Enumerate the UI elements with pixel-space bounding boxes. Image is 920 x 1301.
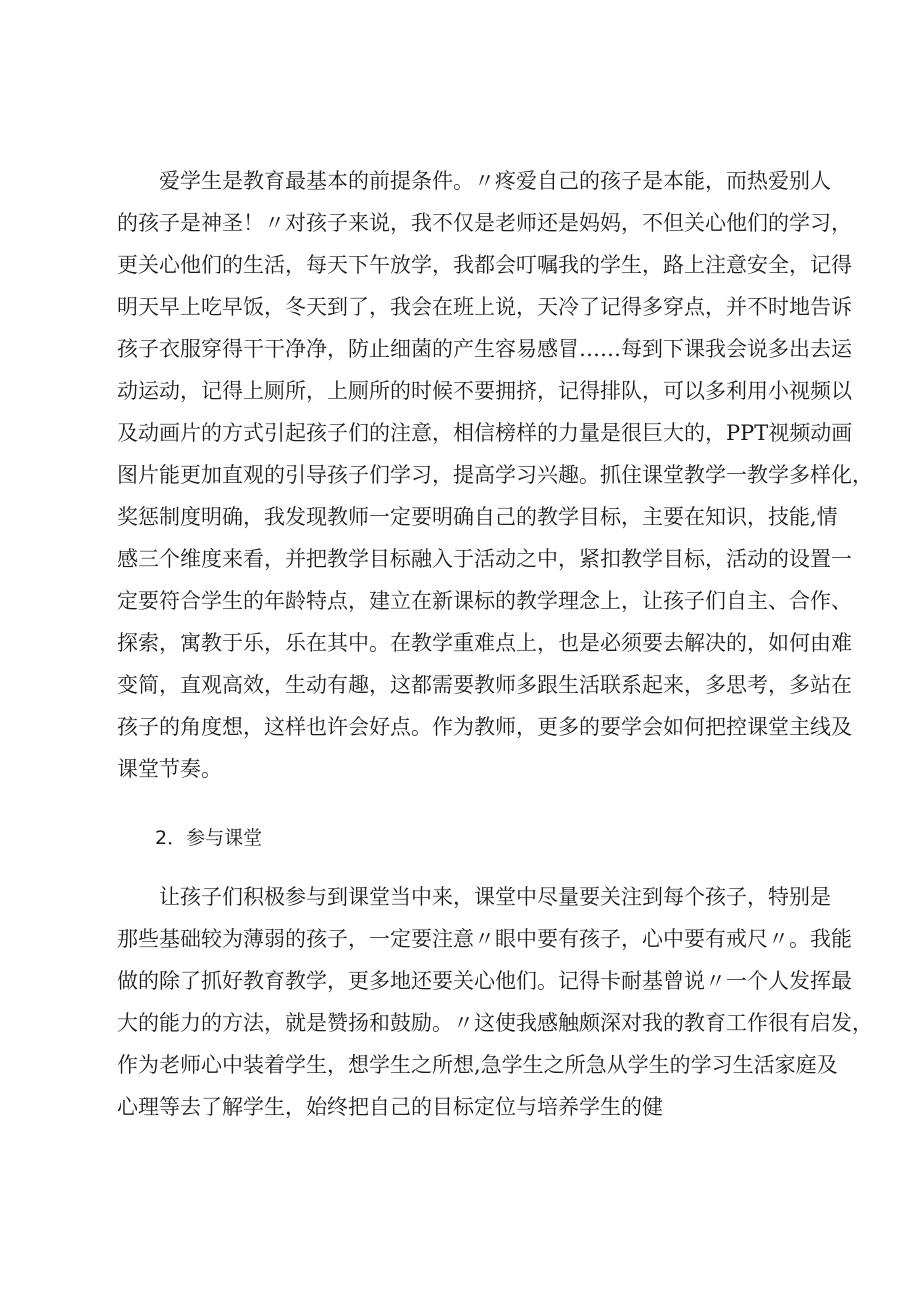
text-line: 那些基础较为薄弱的孩子，一定要注意〃眼中要有孩子，心中要有戒尺〃。我能 (117, 927, 852, 951)
text-line: 孩子的角度想，这样也许会好点。作为教师，更多的要学会如何把控课堂主线及 (117, 715, 852, 739)
paragraph-1 (117, 160, 873, 790)
text-line: 定要符合学生的年龄特点，建立在新课标的教学理念上，让孩子们自主、合作、 (117, 589, 852, 613)
text-line: 爱学生是教育最基本的前提条件。〃疼爱自己的孩子是本能，而热爱别人 (117, 169, 831, 193)
text-line: 课堂节奏。 (117, 757, 222, 781)
text-line: 奖惩制度明确，我发现教师一定要明确自己的教学目标，主要在知识，技能,情 (117, 505, 838, 529)
text-line: 让孩子们积极参与到课堂当中来，课堂中尽量要关注到每个孩子，特别是 (117, 885, 831, 909)
text-line: 变简，直观高效，生动有趣，这都需要教师多跟生活联系起来，多思考，多站在 (117, 673, 852, 697)
text-line: 明天早上吃早饭，冬天到了，我会在班上说，天冷了记得多穿点，并不时地告诉 (117, 295, 852, 319)
text-line: 感三个维度来看，并把教学目标融入于活动之中，紧扣教学目标，活动的设置一 (117, 547, 852, 571)
text-line: 及动画片的方式引起孩子们的注意，相信榜样的力量是很巨大的，PPT视频动画 (117, 421, 853, 445)
section-heading-text: 2．参与课堂 (117, 827, 263, 849)
text-line: 图片能更加直观的引导孩子们学习，提高学习兴趣。抓住课堂教学一教学多样化， (117, 463, 873, 487)
text-line: 作为老师心中装着学生，想学生之所想,急学生之所急从学生的学习生活家庭及 (117, 1053, 838, 1077)
text-line: 的孩子是神圣！〃对孩子来说，我不仅是老师还是妈妈，不但关心他们的学习， (117, 211, 852, 235)
text-line: 心理等去了解学生，始终把自己的目标定位与培养学生的健 (117, 1095, 663, 1119)
text-line: 大的能力的方法，就是赞扬和鼓励。〃这使我感触颇深对我的教育工作很有启发， (117, 1011, 873, 1035)
text-line: 动运动，记得上厕所，上厕所的时候不要拥挤，记得排队，可以多利用小视频以 (117, 379, 852, 403)
text-line: 做的除了抓好教育教学，更多地还要关心他们。记得卡耐基曾说〃一个人发挥最 (117, 969, 852, 993)
section-heading (117, 818, 817, 858)
text-line: 孩子衣服穿得干干净净，防止细菌的产生容易感冒……每到下课我会说多出去运 (117, 337, 852, 361)
text-line: 探索，寓教于乐，乐在其中。在教学重难点上，也是必须要去解决的，如何由难 (117, 631, 852, 655)
text-line: 更关心他们的生活，每天下午放学，我都会叮嘱我的学生，路上注意安全，记得 (117, 253, 852, 277)
paragraph-2 (117, 876, 873, 1128)
